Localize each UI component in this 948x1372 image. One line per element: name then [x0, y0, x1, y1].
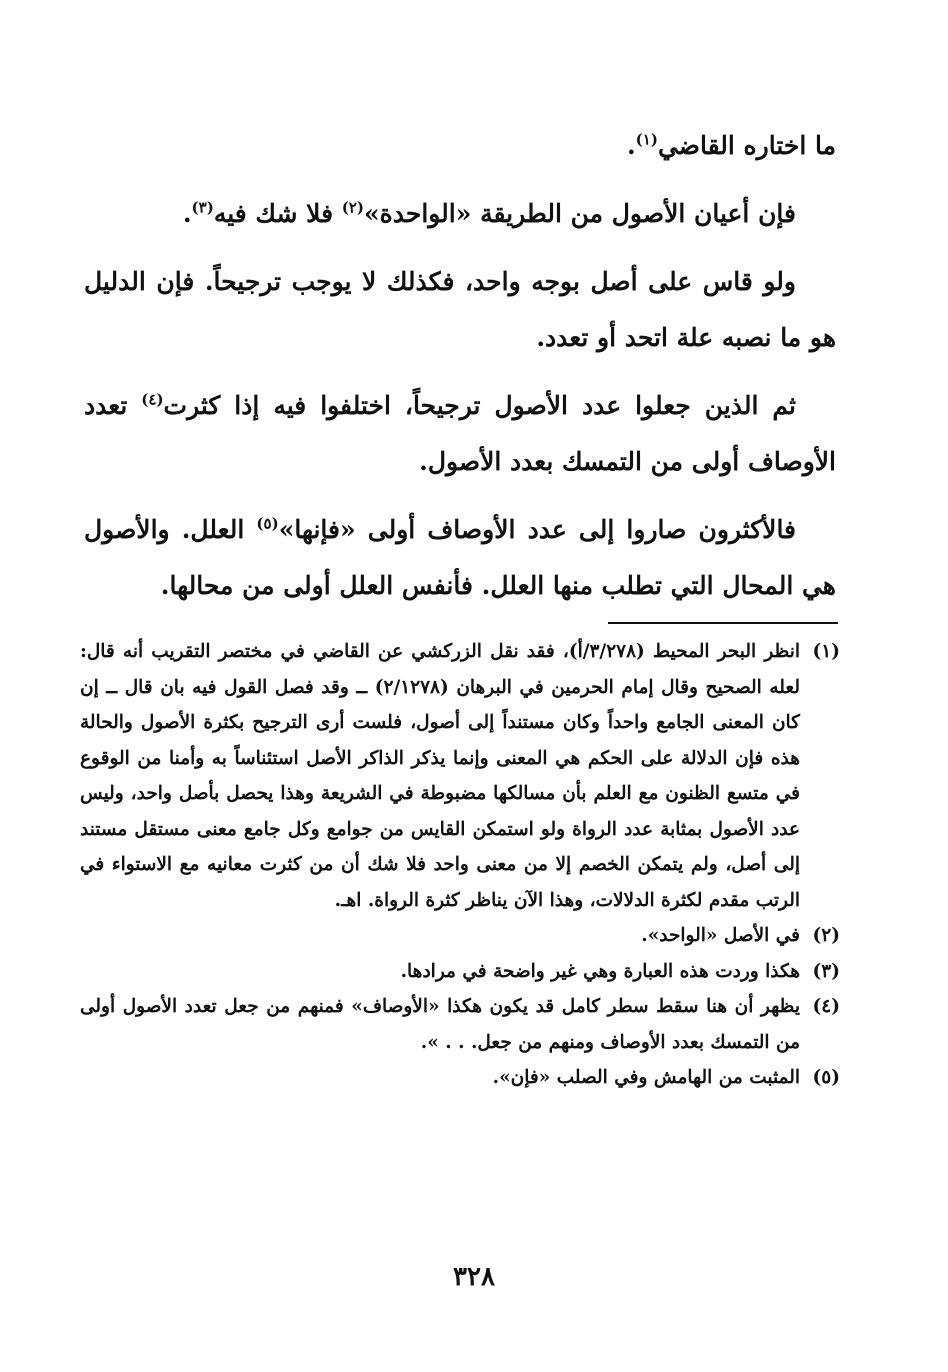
paragraph	[84, 186, 836, 242]
footnote-number: (١)	[812, 641, 840, 662]
paragraph-tail: العلل. والأصول هي المحال التي تطلب منها العلل. فأنفس العلل أولى من محالها.	[84, 515, 836, 600]
paragraph-tail: .	[182, 199, 192, 228]
footnote-number: (٥)	[812, 1067, 840, 1088]
paragraph-text: ولو قاس على أصل بوجه واحد، فكذلك لا يوجب ترجيحاً. فإن الدليل هو ما نصبه علة اتحد أو تعدد.	[84, 267, 836, 352]
paragraph-tail: تعدد الأوصاف أولى من التمسك بعدد الأصول.	[84, 391, 836, 476]
main-text	[84, 118, 836, 626]
footnote-text: انظر البحر المحيط (٣/٢٧٨/أ)، فقد نقل الزركشي عن القاضي في مختصر التقريب أنه قال: لعله الصحيح وقال إمام الحرمين في البرهان (٢/١٢٧٨) ــ وقد فصل القول فيه بان قال ــ إن كان المعنى الجامع واحداً وكان مستنداً إلى أصول، فلست أرى الترجيح بكثرة الأصول والحالة هذه فإن الدلالة على الحكم هي المعنى وإنما يذكر الذاكر الأصل استئناساً به وأمنا من الوقوع في متسع الظنون مع العلم بأن مسالكها مضبوطة في الشريعة وهذا يحصل بأصل واحد، وليس عدد الأصول بمثابة عدد الرواة ولو استمكن القايس من جوامع وكل جامع معنى مستقل مستند إلى أصل، ولم يتمكن الخصم إلا من معنى واحد فلا شك أن من كثرت معانيه مع الاستواء في الرتب مقدم لكثرة الدلالات، وهذا الآن يناظر كثرة الرواة. اهـ.	[80, 641, 800, 911]
paragraph-text: ثم الذين جعلوا عدد الأصول ترجيحاً، اختلفوا فيه إذا كثرت	[163, 391, 797, 420]
paragraph-mid: فلا شك فيه	[213, 199, 342, 228]
page-number: ٣٢٨	[453, 1262, 495, 1292]
paragraph	[84, 118, 836, 174]
footnote-divider	[608, 622, 838, 624]
paragraph	[84, 254, 836, 366]
footnote-ref: (٤)	[141, 390, 164, 409]
paragraph	[84, 378, 836, 490]
footnote-ref: (٣)	[191, 198, 214, 217]
footnote	[80, 954, 840, 990]
paragraph	[84, 502, 836, 614]
paragraph-tail: .	[626, 131, 636, 160]
footnote	[80, 634, 840, 918]
footnote-number: (٢)	[812, 925, 840, 946]
paragraph-text: ما اختاره القاضي	[657, 131, 836, 160]
footnote-number: (٤)	[812, 996, 840, 1017]
footnote-number: (٣)	[812, 960, 840, 982]
footnote-text: هكذا وردت هذه العبارة وهي غير واضحة في مرادها.	[400, 960, 800, 982]
footnote-text: المثبت من الهامش وفي الصلب «فإن».	[492, 1067, 800, 1088]
footnote-ref: (١)	[635, 130, 658, 149]
footnote	[80, 1060, 840, 1096]
footnote	[80, 918, 840, 954]
footnote-ref: (٥)	[256, 514, 279, 533]
footnote	[80, 989, 840, 1060]
footnote-ref: (٢)	[341, 198, 365, 217]
footnotes	[80, 634, 840, 1096]
paragraph-text: فالأكثرون صاروا إلى عدد الأوصاف أولى «فإنها»	[278, 515, 797, 544]
paragraph-text: فإن أعيان الأصول من الطريقة «الواحدة»	[364, 199, 796, 228]
footnote-text: يظهر أن هنا سقط سطر كامل قد يكون هكذا «الأوصاف» فمنهم من جعل تعدد الأصول أولى من التمسك بعدد الأوصاف ومنهم من جعل. . . ».	[80, 996, 800, 1053]
footnote-text: في الأصل «الواحد».	[641, 925, 800, 946]
